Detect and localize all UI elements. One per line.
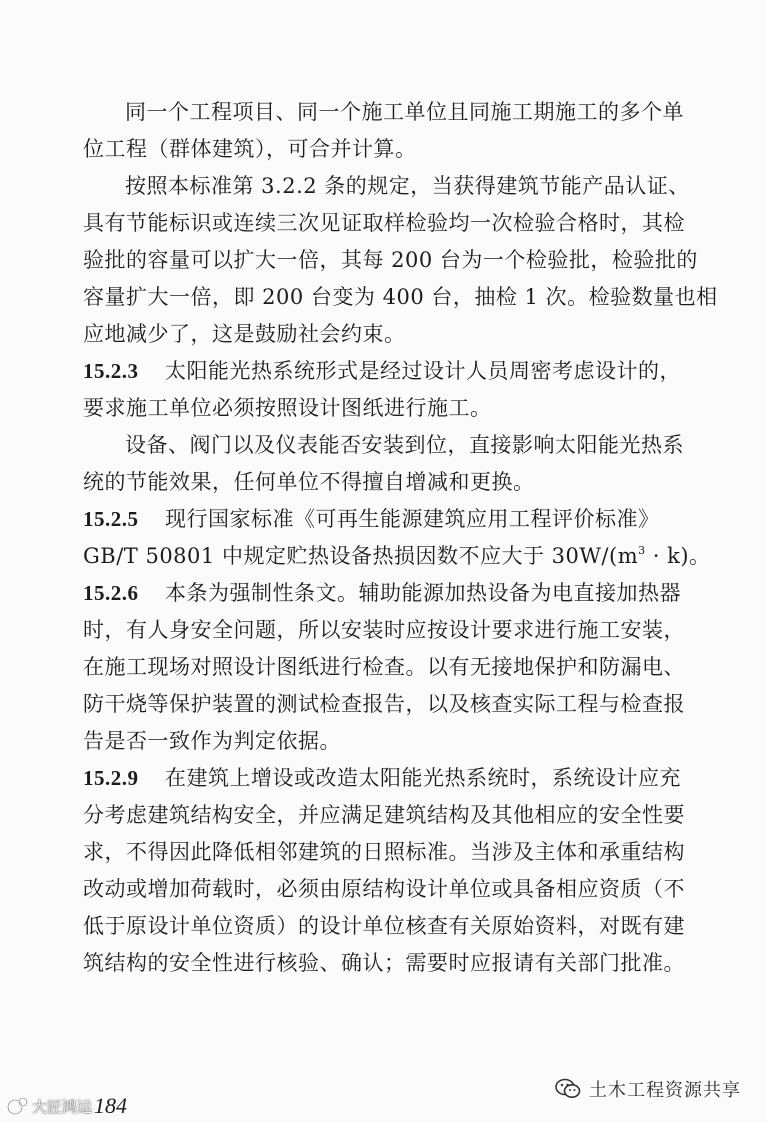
clause-text: 太阳能光热系统形式是经过设计人员周密考虑设计的， <box>165 359 681 383</box>
text-line: 验批的容量可以扩大一倍，其每 200 台为一个检验批，检验批的 <box>83 248 698 272</box>
clause-number: 15.2.6 <box>83 581 139 605</box>
clause-text: 在建筑上增设或改造太阳能光热系统时，系统设计应充 <box>165 766 681 790</box>
watermark-brand <box>555 1076 741 1102</box>
text-line: 位工程（群体建筑），可合并计算。 <box>83 137 417 161</box>
text-line: 在施工现场对照设计图纸进行检查。以有无接地保护和防漏电、 <box>83 655 685 679</box>
text-line: 分考虑建筑结构安全，并应满足建筑结构及其他相应的安全性要 <box>83 803 685 827</box>
text-line: 时，有人身安全问题，所以安装时应按设计要求进行施工安装， <box>83 618 685 642</box>
text-line: 低于原设计单位资质）的设计单位核查有关原始资料，对既有建 <box>83 914 685 938</box>
clause-number: 15.2.9 <box>83 766 139 790</box>
page-number: 184 <box>94 1093 128 1118</box>
text-line: 应地减少了，这是鼓励社会约束。 <box>83 322 406 346</box>
text-line: 筑结构的安全性进行核验、确认；需要时应报请有关部门批准。 <box>83 951 685 975</box>
text-line: 具有节能标识或连续三次见证取样检验均一次检验合格时，其检 <box>83 211 685 235</box>
text-line: 要求施工单位必须按照设计图纸进行施工。 <box>83 396 492 420</box>
page-footer <box>6 1092 127 1120</box>
clause-number: 15.2.5 <box>83 507 139 531</box>
text-line <box>83 541 711 571</box>
clause-line <box>83 504 698 534</box>
clause-line <box>83 763 698 793</box>
watermark-logo-icon <box>6 1096 30 1116</box>
text-line: 设备、阀门以及仪表能否安装到位，直接影响太阳能光热系 <box>125 433 684 457</box>
text-line: 按照本标准第 3.2.2 条的规定，当获得建筑节能产品认证、 <box>125 174 690 198</box>
clause-line <box>83 578 698 608</box>
brand-text: 土木工程资源共享 <box>589 1080 741 1101</box>
watermark-text: 大匠鸿运 <box>32 1097 93 1116</box>
clause-number: 15.2.3 <box>83 359 139 383</box>
wechat-icon <box>555 1078 581 1100</box>
text-line: 同一个工程项目、同一个施工单位且同施工期施工的多个单 <box>125 100 684 124</box>
text-line: 统的节能效果，任何单位不得擅自增减和更换。 <box>83 470 535 494</box>
text-segment: GB/T 50801 中规定贮热设备热损因数不应大于 30W/(m <box>83 544 639 568</box>
clause-line <box>83 356 698 386</box>
text-segment: · k)。 <box>645 544 711 568</box>
clause-text: 现行国家标准《可再生能源建筑应用工程评价标准》 <box>165 507 660 531</box>
text-line: 告是否一致作为判定依据。 <box>83 729 341 753</box>
clause-text: 本条为强制性条文。辅助能源加热设备为电直接加热器 <box>165 581 681 605</box>
superscript: 3 <box>638 544 646 557</box>
text-line: 防干烧等保护装置的测试检查报告，以及核查实际工程与检查报 <box>83 692 685 716</box>
text-line: 求，不得因此降低相邻建筑的日照标准。当涉及主体和承重结构 <box>83 840 685 864</box>
text-line: 容量扩大一倍，即 200 台变为 400 台，抽检 1 次。检验数量也相 <box>83 285 718 309</box>
text-line: 改动或增加荷载时，必须由原结构设计单位或具备相应资质（不 <box>83 877 685 901</box>
